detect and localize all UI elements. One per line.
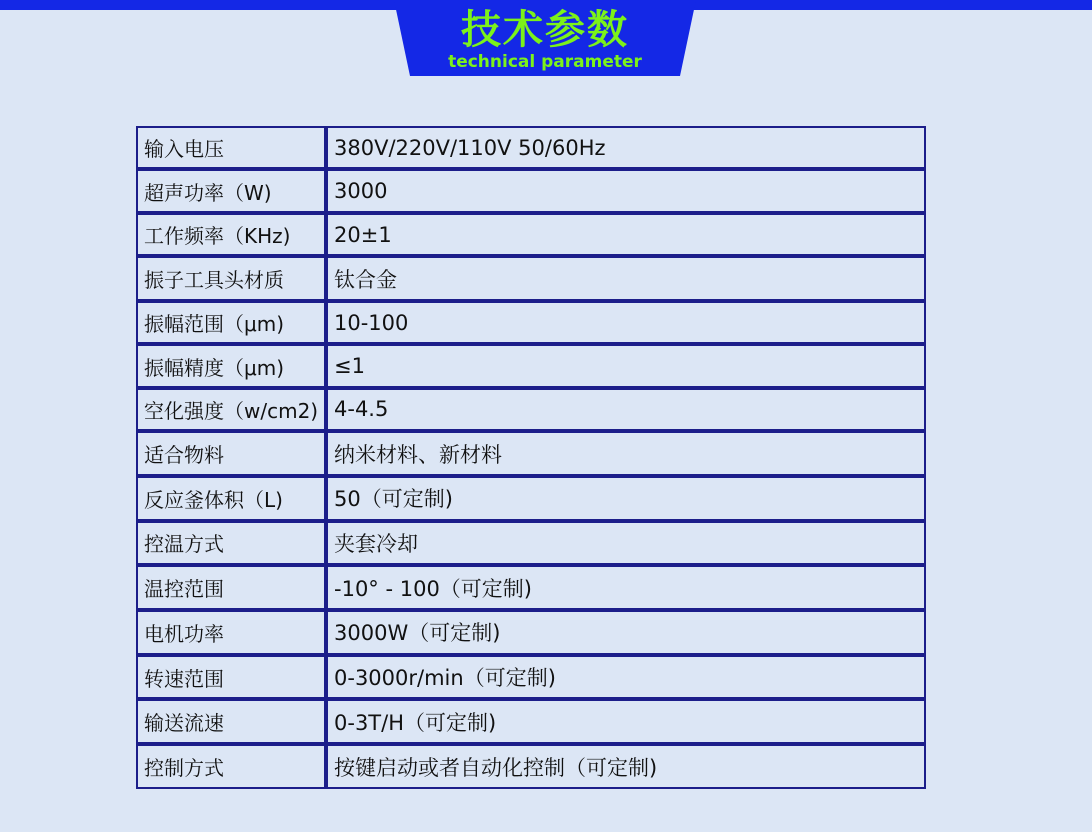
page-subtitle: technical parameter [448, 52, 642, 72]
table-row [136, 699, 926, 744]
row-value: 4-4.5 [326, 388, 926, 431]
row-value: 夹套冷却 [326, 521, 926, 566]
table-row [136, 744, 926, 789]
row-label: 空化强度（w/cm2) [136, 388, 326, 431]
table-row [136, 169, 926, 212]
table-row [136, 521, 926, 566]
spec-table [136, 126, 926, 789]
row-label: 振子工具头材质 [136, 256, 326, 301]
row-label: 反应釜体积（L) [136, 476, 326, 521]
row-label: 控制方式 [136, 744, 326, 789]
table-row [136, 256, 926, 301]
table-row [136, 301, 926, 344]
row-label: 适合物料 [136, 431, 326, 476]
row-value: 钛合金 [326, 256, 926, 301]
row-value: 3000W（可定制) [326, 610, 926, 655]
row-label: 电机功率 [136, 610, 326, 655]
table-row [136, 610, 926, 655]
row-value: 纳米材料、新材料 [326, 431, 926, 476]
row-label: 温控范围 [136, 565, 326, 610]
table-row [136, 388, 926, 431]
row-label: 输送流速 [136, 699, 326, 744]
row-label: 超声功率（W) [136, 169, 326, 212]
row-value: 0-3000r/min（可定制) [326, 655, 926, 700]
row-label: 控温方式 [136, 521, 326, 566]
row-label: 工作频率（KHz) [136, 213, 326, 256]
row-label: 振幅范围（μm) [136, 301, 326, 344]
spec-table-container [136, 126, 926, 789]
table-row [136, 126, 926, 169]
row-value: 380V/220V/110V 50/60Hz [326, 126, 926, 169]
row-value: 3000 [326, 169, 926, 212]
table-row [136, 476, 926, 521]
row-value: 按键启动或者自动化控制（可定制) [326, 744, 926, 789]
row-value: 20±1 [326, 213, 926, 256]
page-title: 技术参数 [461, 7, 629, 53]
row-value: -10° - 100（可定制) [326, 565, 926, 610]
table-row [136, 431, 926, 476]
table-row [136, 655, 926, 700]
row-value: 0-3T/H（可定制) [326, 699, 926, 744]
table-row [136, 344, 926, 387]
table-row [136, 565, 926, 610]
table-row [136, 213, 926, 256]
row-value: 10-100 [326, 301, 926, 344]
row-label: 转速范围 [136, 655, 326, 700]
row-label: 输入电压 [136, 126, 326, 169]
title-banner [394, 0, 696, 76]
row-value: ≤1 [326, 344, 926, 387]
row-value: 50（可定制) [326, 476, 926, 521]
row-label: 振幅精度（μm) [136, 344, 326, 387]
